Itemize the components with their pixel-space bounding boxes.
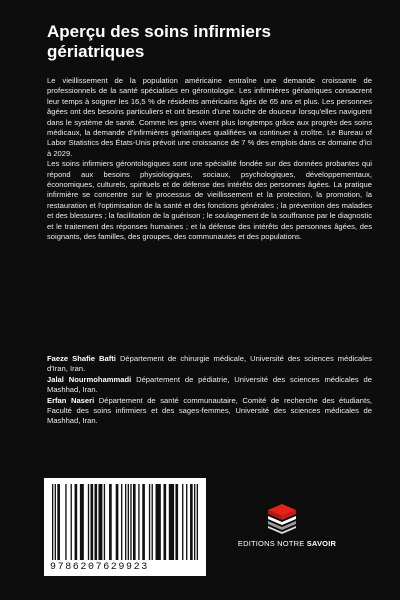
- author-affiliation: Département de pédiatrie, Université des sciences médicales de Mashhad, Iran.: [47, 374, 372, 395]
- isbn-barcode: [44, 478, 206, 576]
- author-entry: [47, 396, 372, 427]
- barcode-bar: [104, 484, 105, 560]
- author-entry: [47, 375, 372, 396]
- barcode-bar: [80, 484, 84, 560]
- publisher-name-bold: SAVOIR: [306, 539, 337, 548]
- author-entry: [47, 354, 372, 375]
- barcode-bar: [175, 484, 178, 560]
- barcode-bar: [109, 484, 112, 560]
- barcode-bar: [197, 484, 198, 560]
- barcode-bar: [138, 484, 139, 560]
- barcode-bar: [156, 484, 161, 560]
- barcode-bar: [194, 484, 195, 560]
- barcode-bar: [130, 484, 131, 560]
- barcode-bar: [128, 484, 129, 560]
- barcode-bars: [50, 484, 200, 560]
- publisher-name: [232, 539, 342, 548]
- author-name: Jalal Nourmohammadi: [47, 374, 132, 384]
- page-title: Aperçu des soins infirmiers gériatriques: [47, 22, 271, 61]
- barcode-bar: [116, 484, 119, 560]
- barcode-bar: [152, 484, 153, 560]
- summary-paragraph-1: Le vieillissement de la population américaine entraîne une demande croissante de professionnels de la santé spécialisés en gérontologie. Les infirmières gériatriques consacrent leur temps à soigner les 16,5 % de résidents américains âgés de 65 ans et plus. Les personnes âgées ont des besoins particuliers et ont besoin d'une touche de douceur lorsqu'elles naviguent dans le système de santé. Comme les gens vivent plus longtemps grâce aux progrès des soins médicaux, la demande d'infirmières gériatriques qualifiées va continuer à croître. Le Bureau of Labor Statistics des États-Unis prévoit une croissance de 7 % des emplois dans ce domaine d'ici à 2029.: [47, 76, 372, 158]
- author-name: Erfan Naseri: [47, 395, 95, 405]
- author-list: [47, 354, 372, 427]
- barcode-bar: [52, 484, 53, 560]
- barcode-bar: [94, 484, 97, 560]
- barcode-bar: [149, 484, 150, 560]
- barcode-bar: [90, 484, 93, 560]
- barcode-bar: [163, 484, 166, 560]
- barcode-bar: [125, 484, 126, 560]
- barcode-bar: [65, 484, 66, 560]
- author-name: Faeze Shafie Bafti: [47, 354, 116, 363]
- barcode-bar: [57, 484, 60, 560]
- author-affiliation: Département de santé communautaire, Comité de recherche des étudiants, Faculté des soins infirmiers et des sages-femmes, Université des sciences médicales de Mashhad, Iran.: [47, 395, 372, 426]
- barcode-bar: [133, 484, 136, 560]
- barcode-bar: [71, 484, 72, 560]
- barcode-bar: [186, 484, 187, 560]
- summary-text: [47, 76, 372, 243]
- barcode-bar: [88, 484, 89, 560]
- isbn-number: 9786207629923: [50, 562, 149, 573]
- barcode-bar: [169, 484, 174, 560]
- summary-paragraph-2: Les soins infirmiers gérontologiques sont une spécialité fondée sur des données probantes qui répond aux besoins physiologiques, sociaux, psychologiques, développementaux, économiques, culturels, spirituels et de défense des intérêts des personnes âgées. La pratique infirmière se concentre sur le processus de vieillissement et la protection, la promotion, la restauration et l'optimisation de la santé et des fonctions générales ; la prévention des maladies et des blessures ; la facilitation de la guérison ; le soulagement de la souffrance par le diagnostic et le traitement des réponses humaines ; et la défense des intérêts des personnes âgées, des soignants, des familles, des groupes, des communautés et des populations.: [47, 159, 372, 242]
- author-affiliation: Département de chirurgie médicale, Université des sciences médicales d'Iran, Iran.: [47, 354, 372, 374]
- stacked-books-icon: [264, 500, 300, 536]
- barcode-bar: [190, 484, 193, 560]
- barcode-bar: [55, 484, 56, 560]
- publisher-name-regular: EDITIONS NOTRE: [237, 539, 307, 548]
- barcode-bar: [121, 484, 122, 560]
- barcode-bar: [182, 484, 183, 560]
- barcode-bar: [142, 484, 145, 560]
- barcode-bar: [98, 484, 102, 560]
- barcode-bar: [75, 484, 78, 560]
